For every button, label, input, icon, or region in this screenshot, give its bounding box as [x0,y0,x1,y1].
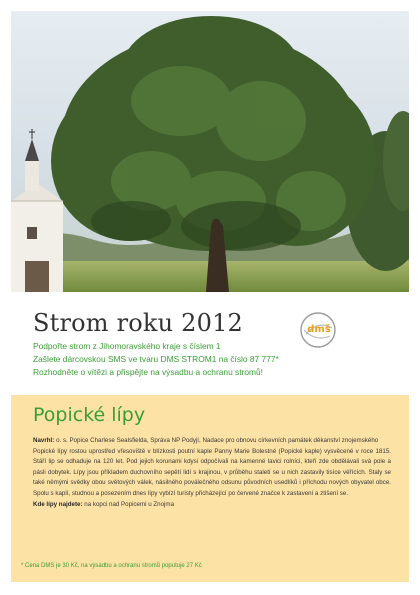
logo-text: dmš [307,324,331,335]
page-title: Strom roku 2012 [33,309,244,337]
dms-logo-icon [296,310,340,350]
cover-photo [11,11,409,292]
location [33,500,391,511]
location-label: Kde lípy najdete: [33,500,83,508]
article-box [11,395,409,582]
article-title: Popické lípy [33,404,146,426]
nominator [33,436,391,447]
tree-and-chapel-illustration [11,11,409,292]
article-paragraph: Popické lípy rostou uprostřed vřesoviště v blízkosti poutní kaple Panny Marie Bolestné (Popické kaple) vysvěcené v roce 1815. Stáří lip se odhaduje na 120 let. Pod jejich korunami kdysi odpočívali na kamenné lavici rolníci, kteří zde obdělávali svá pole a pásli dobytek. Lípy jsou příkladem duchovního sepětí lidí s krajinou, v průběhu staletí se u nich zastavily tisíce věřících. Staly se také němými svědky obou světových válek, násilného poválečného odsunu původních usedlíků i příchodu nových obyvatel obce. Spolu s kaplí, studnou a posezením dnes lípy vybízí turisty přicházející po červené značce k zastavení a ztišení se. [33,447,391,497]
nominator-label: Navrhl: [33,437,55,444]
article-body [33,436,391,510]
nominator-text: o. s. Popice Charlese Sealsfielda, Správa NP Podyjí, Nadace pro obnovu církevních památek děkanství znojemského [56,437,379,444]
promo-line-2: Zašlete dárcovskou SMS ve tvaru DMS STROM1 na číslo 87 777* [33,354,279,364]
promo-line-3: Rozhodněte o vítězi a přispějte na výsadbu a ochranu stromů! [33,367,263,377]
promo-line-1: Podpořte strom z Jihomoravského kraje s číslem 1 [33,341,221,351]
price-footnote: * Cena DMS je 30 Kč, na výsadbu a ochranu stromů poputuje 27 Kč [21,563,202,569]
location-text: na kopci nad Popicemi u Znojma [84,500,175,508]
